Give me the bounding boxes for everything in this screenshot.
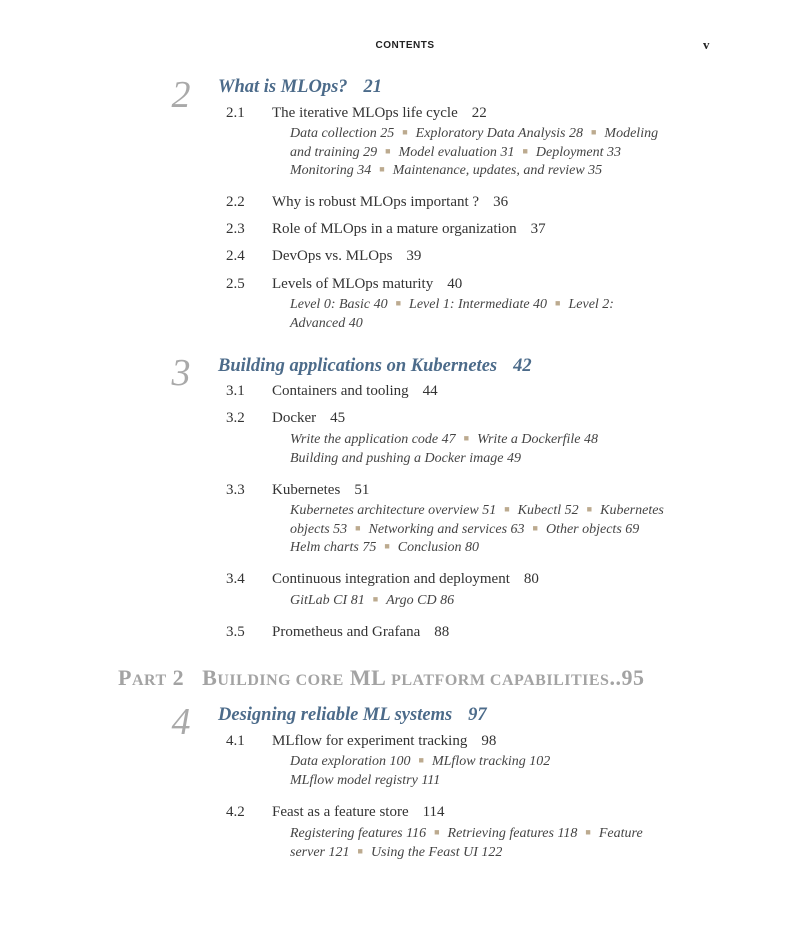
section-link[interactable] — [272, 276, 462, 293]
subsection-title[interactable]: Write a Dockerfile — [477, 432, 581, 447]
chapter-number: 3 — [171, 352, 191, 394]
subsection-title[interactable]: Maintenance, updates, and review — [392, 163, 585, 178]
separator-icon: ■ — [395, 298, 402, 308]
subsection-title[interactable]: Retrieving features — [447, 826, 554, 841]
section-link[interactable] — [272, 105, 487, 122]
subsection-page: 80 — [465, 540, 480, 555]
subsection-title[interactable]: Networking and services — [368, 521, 508, 537]
chapter-title: Designing reliable ML systems — [218, 705, 453, 725]
subsection-line — [290, 592, 454, 611]
subsection-page: 35 — [588, 163, 603, 178]
subsection-page: 29 — [363, 144, 378, 160]
subsection-page: 116 — [406, 826, 427, 841]
header-page-number: v — [703, 37, 710, 52]
subsection-page: 121 — [328, 844, 350, 860]
section-link[interactable] — [272, 624, 449, 641]
part-title-ml: ML — [349, 665, 386, 690]
section-page: 36 — [493, 194, 509, 210]
subsection-page: 33 — [607, 144, 622, 160]
section-page: 39 — [406, 248, 422, 264]
subsection-line — [290, 162, 658, 181]
subsection-page: 118 — [557, 826, 578, 841]
subsection-line — [290, 825, 643, 844]
subsection-list — [290, 592, 454, 611]
section-title: DevOps vs. MLOps — [272, 248, 393, 264]
section-link[interactable] — [272, 410, 345, 427]
section-link[interactable] — [272, 248, 421, 265]
subsection-line — [290, 521, 664, 540]
section-page: 40 — [447, 276, 463, 292]
subsection-page: 25 — [380, 126, 395, 141]
subsection-title[interactable]: Data collection — [290, 126, 377, 141]
section-page: 80 — [523, 571, 539, 587]
separator-icon: ■ — [379, 164, 385, 174]
separator-icon: ■ — [355, 522, 361, 533]
section-page: 45 — [330, 410, 346, 426]
subsection-title[interactable]: MLflow tracking — [431, 754, 526, 769]
subsection-page: 40 — [348, 315, 363, 331]
subsection-title[interactable]: Data exploration — [290, 754, 387, 769]
subsection-title[interactable]: Level 0: Basic — [290, 297, 371, 312]
subsection-page: 40 — [533, 297, 548, 312]
separator-icon: ■ — [384, 541, 390, 551]
section-title: Levels of MLOps maturity — [272, 276, 434, 292]
section-page: 114 — [422, 804, 445, 820]
section-title: Why is robust MLOps important ? — [272, 194, 480, 210]
section-page: 37 — [530, 221, 546, 237]
section-number: 4.2 — [226, 804, 245, 820]
subsection-line — [290, 772, 550, 791]
chapter-page: 42 — [513, 356, 532, 376]
section-link[interactable] — [272, 221, 546, 238]
subsection-page: 51 — [482, 503, 497, 518]
chapter-title-link[interactable] — [218, 356, 532, 377]
section-title: Docker — [272, 410, 317, 426]
part-label-rest: ART — [131, 672, 167, 689]
section-page: 51 — [354, 482, 370, 498]
section-link[interactable] — [272, 804, 445, 821]
section-title: Role of MLOps in a mature organization — [272, 221, 517, 237]
section-number: 3.1 — [226, 383, 245, 399]
subsection-title[interactable]: Other objects — [545, 521, 622, 537]
subsection-title[interactable]: GitLab CI — [290, 593, 348, 608]
header-title: CONTENTS — [375, 40, 435, 51]
section-title: The iterative MLOps life cycle — [272, 105, 458, 121]
subsection-page: 86 — [440, 593, 455, 608]
subsection-title[interactable]: Argo CD — [386, 593, 437, 608]
subsection-page: 75 — [362, 540, 377, 555]
subsection-title[interactable]: Building and pushing a Docker image — [290, 450, 504, 466]
subsection-list — [290, 296, 614, 333]
subsection-line — [290, 315, 614, 334]
subsection-list — [290, 753, 550, 790]
section-number: 2.4 — [226, 248, 245, 264]
subsection-list — [290, 125, 658, 181]
subsection-page: 47 — [441, 432, 456, 447]
part-title-end: PLATFORM CAPABILITIES — [391, 672, 610, 689]
chapter-title-link[interactable] — [218, 705, 487, 726]
subsection-page: 48 — [584, 432, 598, 447]
section-link[interactable] — [272, 733, 496, 750]
subsection-line — [290, 431, 598, 450]
subsection-title[interactable]: Kubernetes — [600, 503, 664, 518]
chapter-number: 4 — [171, 701, 191, 743]
separator-icon: ■ — [555, 298, 561, 308]
subsection-page: 53 — [333, 521, 348, 537]
section-number: 2.2 — [226, 194, 245, 210]
subsection-title[interactable]: objects — [290, 521, 330, 537]
section-number: 2.5 — [226, 276, 245, 292]
separator-icon: ■ — [385, 145, 391, 156]
subsection-page: 122 — [481, 844, 503, 860]
section-page: 98 — [481, 733, 497, 749]
section-link[interactable] — [272, 482, 369, 499]
part-page: 95 — [621, 665, 645, 690]
separator-icon: ■ — [586, 504, 593, 514]
section-title: MLflow for experiment tracking — [272, 733, 468, 749]
subsection-line — [290, 844, 643, 863]
section-title: Prometheus and Grafana — [272, 624, 421, 640]
separator-icon: ■ — [372, 594, 379, 604]
separator-icon: ■ — [532, 522, 538, 533]
subsection-title[interactable]: Monitoring — [290, 163, 354, 178]
section-number: 3.5 — [226, 624, 245, 640]
subsection-title[interactable]: Advanced — [290, 315, 346, 331]
subsection-page: 52 — [564, 503, 579, 518]
chapter-page: 21 — [363, 77, 383, 97]
subsection-title[interactable]: Conclusion — [397, 540, 462, 555]
subsection-title[interactable]: Write the application code — [290, 432, 439, 447]
subsection-title[interactable]: Modeling — [604, 126, 659, 141]
subsection-page: 81 — [350, 593, 365, 608]
chapter-title: What is MLOps? — [218, 77, 348, 97]
separator-icon: ■ — [504, 504, 510, 514]
section-number: 3.4 — [226, 571, 245, 587]
subsection-line — [290, 125, 658, 144]
subsection-line — [290, 296, 614, 315]
subsection-title[interactable]: Feature — [598, 826, 643, 841]
subsection-title[interactable]: Level 2: — [568, 297, 614, 312]
separator-icon: ■ — [357, 845, 363, 856]
part-label-cap: P — [118, 665, 132, 690]
section-title: Continuous integration and deployment — [272, 571, 510, 587]
subsection-page: 69 — [625, 521, 640, 537]
subsection-title[interactable]: Model evaluation — [398, 144, 497, 160]
section-page: 44 — [422, 383, 438, 399]
subsection-title[interactable]: Kubernetes architecture overview — [290, 503, 479, 518]
subsection-title[interactable]: server — [290, 844, 325, 860]
chapter-page: 97 — [468, 705, 487, 725]
part-title-cap: B — [202, 665, 218, 690]
section-link[interactable] — [272, 571, 539, 588]
separator-icon: ■ — [585, 827, 591, 837]
subsection-title[interactable]: Deployment — [535, 144, 604, 160]
section-title: Containers and tooling — [272, 383, 409, 399]
subsection-page: 40 — [373, 297, 388, 312]
separator-icon: ■ — [418, 755, 424, 765]
subsection-page: 28 — [568, 126, 583, 141]
section-number: 3.2 — [226, 410, 245, 426]
chapter-title: Building applications on Kubernetes — [218, 356, 498, 376]
subsection-page: 31 — [500, 144, 515, 160]
section-link[interactable] — [272, 383, 438, 400]
subsection-line — [290, 502, 664, 521]
section-page: 22 — [471, 105, 487, 121]
subsection-page: 102 — [529, 754, 551, 769]
subsection-title[interactable]: Using the Feast UI — [370, 844, 478, 860]
separator-icon: ■ — [522, 145, 528, 156]
subsection-line — [290, 450, 598, 469]
chapter-title-link[interactable] — [218, 77, 382, 98]
subsection-page: 100 — [389, 754, 411, 769]
subsection-title[interactable]: Level 1: Intermediate — [409, 297, 530, 312]
section-number: 4.1 — [226, 733, 245, 749]
subsection-page: 111 — [421, 772, 441, 788]
subsection-line — [290, 753, 550, 772]
part-number: 2 — [172, 665, 185, 690]
section-number: 3.3 — [226, 482, 245, 498]
subsection-title[interactable]: Exploratory Data Analysis — [415, 126, 566, 141]
section-number: 2.1 — [226, 105, 245, 121]
subsection-page: 49 — [506, 450, 521, 466]
separator-icon: ■ — [402, 127, 408, 137]
section-title: Feast as a feature store — [272, 804, 409, 820]
subsection-title[interactable]: MLflow model registry — [290, 772, 418, 788]
part-title-rest: UILDING CORE — [217, 672, 344, 689]
separator-icon: ■ — [463, 433, 470, 443]
chapter-number: 2 — [171, 74, 191, 116]
subsection-line — [290, 539, 664, 558]
subsection-title[interactable]: Kubectl — [517, 503, 562, 518]
subsection-page: 34 — [357, 163, 372, 178]
part-leader: .. — [609, 665, 622, 690]
subsection-page: 63 — [510, 521, 525, 537]
separator-icon: ■ — [434, 827, 440, 837]
subsection-title[interactable]: Registering features — [290, 826, 403, 841]
section-link[interactable] — [272, 194, 508, 211]
subsection-list — [290, 502, 664, 558]
subsection-list — [290, 431, 598, 468]
subsection-line — [290, 144, 658, 163]
subsection-title[interactable]: and training — [290, 144, 360, 160]
part-heading-link[interactable] — [118, 665, 644, 691]
section-page: 88 — [434, 624, 450, 640]
section-title: Kubernetes — [272, 482, 341, 498]
subsection-title[interactable]: Helm charts — [290, 540, 359, 555]
subsection-list — [290, 825, 643, 862]
separator-icon: ■ — [590, 127, 597, 137]
section-number: 2.3 — [226, 221, 245, 237]
